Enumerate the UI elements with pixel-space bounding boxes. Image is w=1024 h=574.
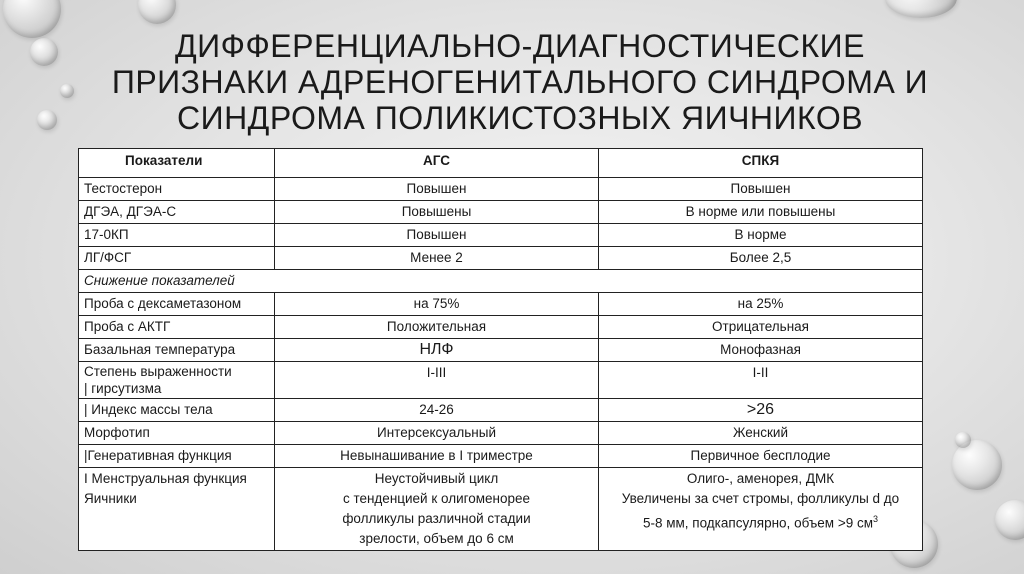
ags-cell: Невынашивание в I триместре [275, 445, 599, 468]
decorative-bubble [885, 0, 957, 18]
spky-cell: >26 [599, 399, 923, 422]
ags-cell: Повышен [275, 178, 599, 201]
table-row [79, 201, 923, 224]
slide-title [70, 28, 970, 136]
decorative-bubble [30, 38, 58, 66]
column-header: Показатели [79, 149, 275, 178]
cell-line: Олиго-, аменорея, ДМК [686, 471, 835, 486]
ags-cell: Повышен [275, 224, 599, 247]
table-row [79, 178, 923, 201]
cell-line: Неустойчивый цикл [374, 471, 499, 486]
decorative-bubble [37, 110, 57, 130]
parameter-cell: ЛГ/ФСГ [79, 247, 275, 270]
spky-cell [599, 468, 923, 551]
table-row [79, 468, 923, 551]
table-row [79, 362, 923, 399]
spky-cell: Повышен [599, 178, 923, 201]
decorative-bubble [138, 0, 176, 24]
parameter-line: | гирсутизма [84, 381, 162, 396]
ags-cell: I-III [275, 362, 599, 399]
parameter-cell [79, 362, 275, 399]
table-header-row [79, 149, 923, 178]
parameter-line: Степень выраженности [84, 364, 232, 379]
cell-line: фолликулы различной стадии [342, 511, 531, 526]
table-row [79, 445, 923, 468]
spky-cell: Отрицательная [599, 316, 923, 339]
parameter-cell: | Индекс массы тела [79, 399, 275, 422]
ags-cell: Интерсексуальный [275, 422, 599, 445]
ags-cell: Повышены [275, 201, 599, 224]
cell-line: зрелости, объем до 6 см [359, 531, 514, 546]
ags-cell: Менее 2 [275, 247, 599, 270]
cell-line: Увеличены за счет стромы, фолликулы d до [621, 491, 900, 506]
spky-cell: Женский [599, 422, 923, 445]
ags-cell [275, 468, 599, 551]
parameter-cell [79, 468, 275, 551]
ags-cell: на 75% [275, 293, 599, 316]
parameter-line: Яичники [84, 491, 137, 506]
slide-title-line: ПРИЗНАКИ АДРЕНОГЕНИТАЛЬНОГО СИНДРОМА И [111, 64, 929, 100]
table-row [79, 422, 923, 445]
cell-line: с тенденцией к олигоменорее [342, 491, 531, 506]
spky-cell: Первичное бесплодие [599, 445, 923, 468]
parameter-cell: ДГЭА, ДГЭА-С [79, 201, 275, 224]
ags-cell: Положительная [275, 316, 599, 339]
table-section-row [79, 270, 923, 293]
table-row [79, 316, 923, 339]
decorative-bubble [3, 0, 61, 38]
cell-line [604, 509, 917, 534]
parameter-cell: 17-0КП [79, 224, 275, 247]
spky-cell: Более 2,5 [599, 247, 923, 270]
decorative-bubble [995, 500, 1024, 540]
parameter-cell: Морфотип [79, 422, 275, 445]
cell-text: 5-8 мм, подкапсулярно, объем >9 см [642, 515, 874, 531]
parameter-cell: Проба с АКТГ [79, 316, 275, 339]
ags-cell: 24-26 [275, 399, 599, 422]
table-row [79, 339, 923, 362]
slide-title-line: ДИФФЕРЕНЦИАЛЬНО-ДИАГНОСТИЧЕСКИЕ [174, 28, 866, 64]
spky-cell: В норме [599, 224, 923, 247]
superscript: 3 [873, 514, 879, 524]
table-row [79, 399, 923, 422]
parameter-line: I Менструальная функция [84, 471, 247, 486]
column-header: АГС [275, 149, 599, 178]
parameter-cell: Базальная температура [79, 339, 275, 362]
spky-cell: Монофазная [599, 339, 923, 362]
parameter-cell: Проба с дексаметазоном [79, 293, 275, 316]
section-label: Снижение показателей [79, 270, 923, 293]
spky-cell: I-II [599, 362, 923, 399]
comparison-table [78, 148, 923, 551]
column-header: СПКЯ [599, 149, 923, 178]
table-row [79, 293, 923, 316]
spky-cell: на 25% [599, 293, 923, 316]
ags-cell: НЛФ [275, 339, 599, 362]
parameter-cell: |Генеративная функция [79, 445, 275, 468]
slide-title-line: СИНДРОМА ПОЛИКИСТОЗНЫХ ЯИЧНИКОВ [176, 100, 864, 136]
spky-cell: В норме или повышены [599, 201, 923, 224]
table-row [79, 224, 923, 247]
parameter-cell: Тестостерон [79, 178, 275, 201]
table-row [79, 247, 923, 270]
decorative-bubble [955, 432, 971, 448]
